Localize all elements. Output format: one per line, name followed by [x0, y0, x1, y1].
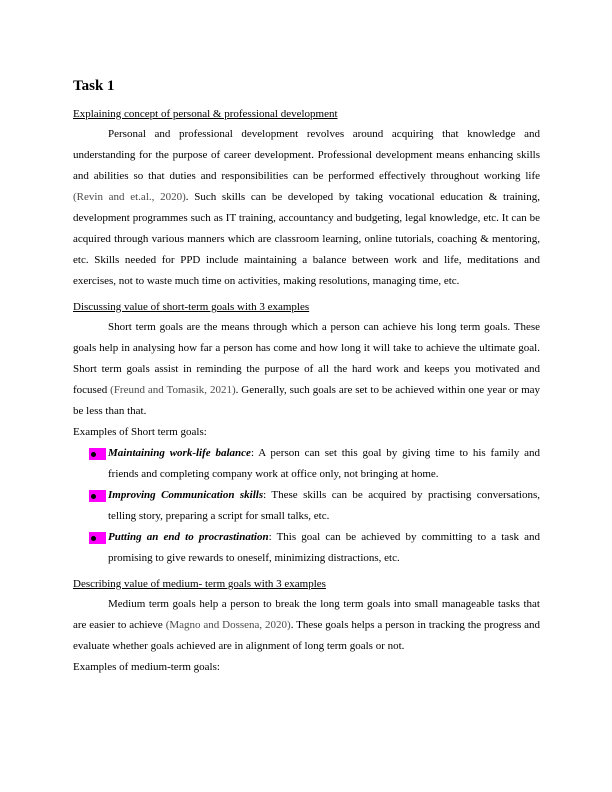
paragraph-ppd [73, 124, 540, 292]
paragraph-text: Personal and professional development revolves around acquiring that knowledge and understanding for the purpose of career development. Professional development means enhancing skills and abilities so that duties and responsibilities can be performed effectively throughout working life [73, 128, 540, 182]
citation: (Revin and et.al., 2020) [73, 191, 186, 203]
bullet-icon [89, 448, 106, 460]
page-content [73, 77, 540, 678]
section-heading-ppd: Explaining concept of personal & professional development [73, 108, 338, 120]
bullet-icon [89, 490, 106, 502]
example-text: : These skills can be acquired by practising conversations, telling story, preparing a script for small talks, etc. [108, 489, 540, 522]
paragraph-text: . These goals helps a person in tracking the progress and evaluate whether goals achieved are in alignment of long term goals or not. [73, 619, 541, 652]
section-heading-short-term: Discussing value of short-term goals with 3 examples [73, 301, 310, 313]
bullet-icon [89, 532, 106, 544]
paragraph-short-term [73, 317, 540, 422]
paragraph-text: . Generally, such goals are set to be achieved within one year or may be less than that. [73, 384, 541, 417]
example-term: Maintaining work-life balance [108, 447, 251, 459]
page-title: Task 1 [73, 78, 115, 94]
paragraph-text: . Such skills can be developed by taking vocational education & training, development programmes such as IT training, accountancy and budgeting, legal knowledge, etc. It can be acquired through various manners which are classroom learning, online tutorials, coaching & mentoring, etc. Skills needed for PPD include maintaining a balance between work and life, meditations and exercises, not to waste much time on activities, making resolutions, managing time, etc. [73, 191, 540, 287]
short-term-examples-list [73, 443, 540, 569]
list-item [108, 485, 540, 527]
list-item [108, 443, 540, 485]
citation: (Magno and Dossena, 2020) [165, 619, 291, 631]
example-text: : A person can set this goal by giving time to his family and friends and completing company work at office only, not bringing at home. [108, 447, 540, 480]
section-heading-medium-term: Describing value of medium- term goals with 3 examples [73, 578, 326, 590]
paragraph-text: Medium term goals help a person to break the long term goals into small manageable tasks that are easier to achieve [73, 598, 540, 631]
citation: (Freund and Tomasik, 2021) [110, 384, 236, 396]
example-text: : This goal can be achieved by committing to a task and promising to give rewards to oneself, minimizing distractions, etc. [108, 531, 540, 564]
example-term: Improving Communication skills [108, 489, 264, 501]
example-term: Putting an end to procrastination [108, 531, 269, 543]
examples-label: Examples of medium-term goals: [73, 661, 220, 673]
list-item [108, 527, 540, 569]
examples-label: Examples of Short term goals: [73, 426, 207, 438]
paragraph-text: Short term goals are the means through which a person can achieve his long term goals. These goals help in analysing how far a person has come and how long it will take to achieve the ultimate goal. Short term goals assist in reminding the purpose of all the hard work and keeps you motivated and focused [73, 321, 540, 396]
paragraph-medium-term [73, 594, 540, 657]
